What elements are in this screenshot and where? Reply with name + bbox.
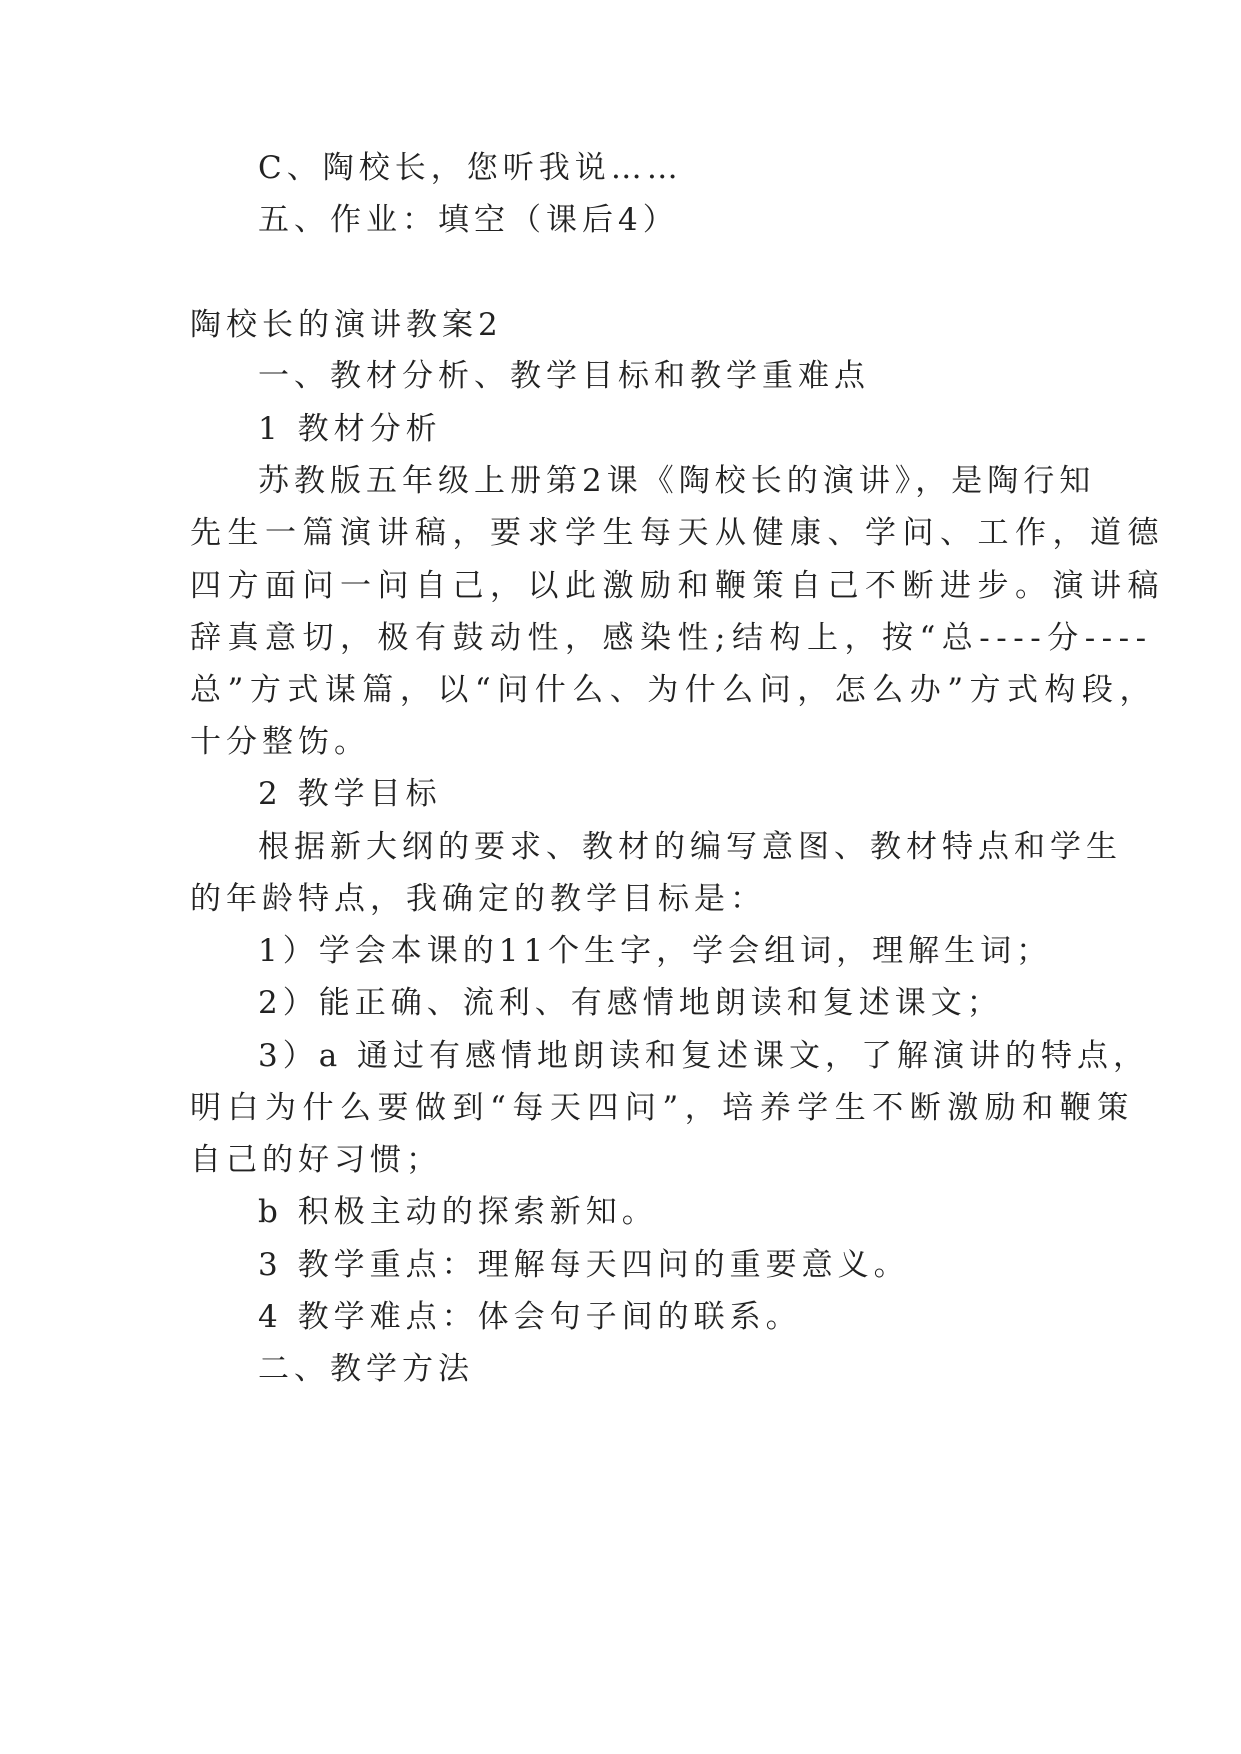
goal-item: b 积极主动的探索新知。 bbox=[258, 1194, 658, 1230]
paragraph-line: 根据新大纲的要求、教材的编写意图、教材特点和学生 bbox=[258, 829, 1122, 865]
paragraph-line: 辞真意切，极有鼓动性，感染性;结构上，按“总----分---- bbox=[190, 620, 1153, 656]
paragraph-line: 十分整饬。 bbox=[190, 724, 370, 760]
paragraph-line: 先生一篇演讲稿，要求学生每天从健康、学问、工作，道德 bbox=[190, 515, 1165, 551]
heading-teaching-methods: 二、教学方法 bbox=[258, 1351, 474, 1387]
subheading-material-analysis: 1 教材分析 bbox=[258, 411, 442, 447]
paragraph-line: 苏教版五年级上册第2课《陶校长的演讲》，是陶行知 bbox=[258, 463, 1096, 499]
paragraph-line: 总”方式谋篇，以“问什么、为什么问，怎么办”方式构段， bbox=[190, 672, 1158, 708]
goal-item-continued: 明白为什么要做到“每天四问”，培养学生不断激励和鞭策 bbox=[190, 1090, 1135, 1126]
paragraph-line: 四方面问一问自己，以此激励和鞭策自己不断进步。演讲稿 bbox=[190, 568, 1165, 604]
homework-line: 五、作业：填空（课后4） bbox=[258, 202, 679, 238]
key-point-line: 3 教学重点：理解每天四问的重要意义。 bbox=[258, 1247, 910, 1283]
paragraph-line: 的年龄特点，我确定的教学目标是： bbox=[190, 881, 766, 917]
lesson-title: 陶校长的演讲教案2 bbox=[190, 307, 503, 343]
goal-item: 1）学会本课的11个生字，学会组词，理解生词； bbox=[258, 933, 1053, 969]
heading-analysis-goals: 一、教材分析、教学目标和教学重难点 bbox=[258, 358, 870, 394]
goal-item: 3）a 通过有感情地朗读和复述课文，了解演讲的特点， bbox=[258, 1038, 1150, 1074]
goal-item-continued: 自己的好习惯； bbox=[190, 1142, 442, 1178]
goal-item: 2）能正确、流利、有感情地朗读和复述课文； bbox=[258, 985, 1003, 1021]
option-c-line: C、陶校长，您听我说…… bbox=[258, 150, 683, 186]
difficulty-line: 4 教学难点：体会句子间的联系。 bbox=[258, 1299, 802, 1335]
subheading-teaching-goals: 2 教学目标 bbox=[258, 776, 442, 812]
